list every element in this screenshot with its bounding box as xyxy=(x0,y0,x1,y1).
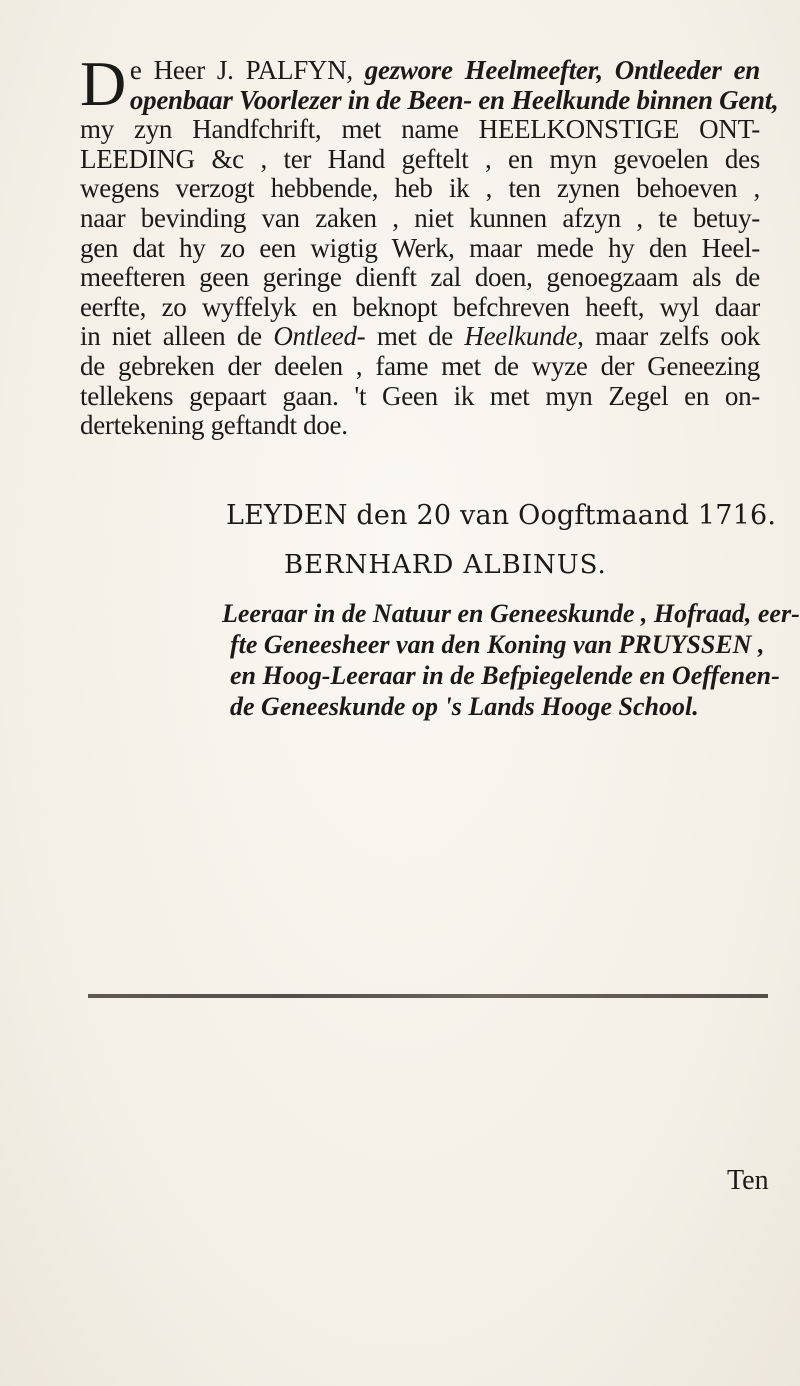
letter-text-run: gezwore Heelmeefter, Ontleeder en xyxy=(364,55,760,85)
letter-lines xyxy=(80,48,779,441)
catchword: Ten xyxy=(727,1165,769,1196)
letter-line xyxy=(80,352,760,382)
signer-titles xyxy=(222,598,800,722)
letter-text-run: Heelkunde xyxy=(464,321,578,352)
letter-text-run: wegens verzogt hebbende, heb ik , ten zynen behoeven , xyxy=(80,173,760,204)
letter-line xyxy=(80,263,760,293)
letter-text-run: gen dat hy zo een wigtig Werk, maar mede hy den Heel- xyxy=(80,232,760,263)
letter-line xyxy=(80,174,760,204)
letter-text-run: eerfte, zo wyffelyk en beknopt befchreven heeft, wyl daar xyxy=(80,291,760,322)
title-line: Leeraar in de Natuur en Geneeskunde , Hofraad, eer- xyxy=(222,599,800,628)
letter-text-run: dertekening geftandt doe. xyxy=(80,410,348,441)
letter-line xyxy=(80,234,760,264)
letter-text-run: openbaar Voorlezer in de Been- en Heelkunde binnen Gent, xyxy=(129,84,779,115)
letter-line xyxy=(80,56,760,86)
letter-text-run: de gebreken der deelen , fame met de wyze der Geneezing xyxy=(80,350,760,381)
title-line: en Hoog-Leeraar in de Befpiegelende en Oeffenen- xyxy=(230,661,780,690)
title-line: de Geneeskunde op 's Lands Hooge School. xyxy=(230,692,699,721)
letter-line xyxy=(80,293,760,323)
letter-text-run: , maar zelfs ook xyxy=(577,321,760,352)
letter-text-run: meefteren geen geringe dienft zal doen, genoegzaam als de xyxy=(80,262,760,293)
approbation-letter xyxy=(80,48,779,441)
letter-line xyxy=(80,204,760,234)
letter-text-run: e Heer J. PALFYN, xyxy=(129,55,365,85)
place-and-date: LEYDEN den 20 van Oogftmaand 1716. xyxy=(226,500,777,531)
letter-text-run: naar bevinding van zaken , niet kunnen afzyn , te betuy- xyxy=(80,202,760,233)
letter-text-run: LEEDING &c , ter Hand geftelt , en myn gevoelen des xyxy=(80,143,760,174)
letter-line xyxy=(80,382,760,412)
letter-text-run: Ontleed- xyxy=(273,321,366,352)
letter-text-run: in niet alleen de xyxy=(80,321,274,352)
letter-line xyxy=(80,322,760,352)
letter-line xyxy=(80,145,760,175)
drop-cap: D xyxy=(80,48,126,119)
letter-text-run: my zyn Handfchrift, met name HEELKONSTIGE ONT- xyxy=(80,114,760,145)
signer-name: BERNHARD ALBINUS. xyxy=(284,550,607,580)
title-line: fte Geneesheer van den Koning van PRUYSSEN , xyxy=(230,630,765,659)
ornamental-rule xyxy=(88,994,768,998)
letter-line xyxy=(80,115,760,145)
letter-line xyxy=(80,84,779,116)
letter-text-run: met de xyxy=(365,321,465,352)
letter-text-run: tellekens gepaart gaan. 't Geen ik met myn Zegel en on- xyxy=(80,380,760,411)
letter-line xyxy=(80,411,760,441)
